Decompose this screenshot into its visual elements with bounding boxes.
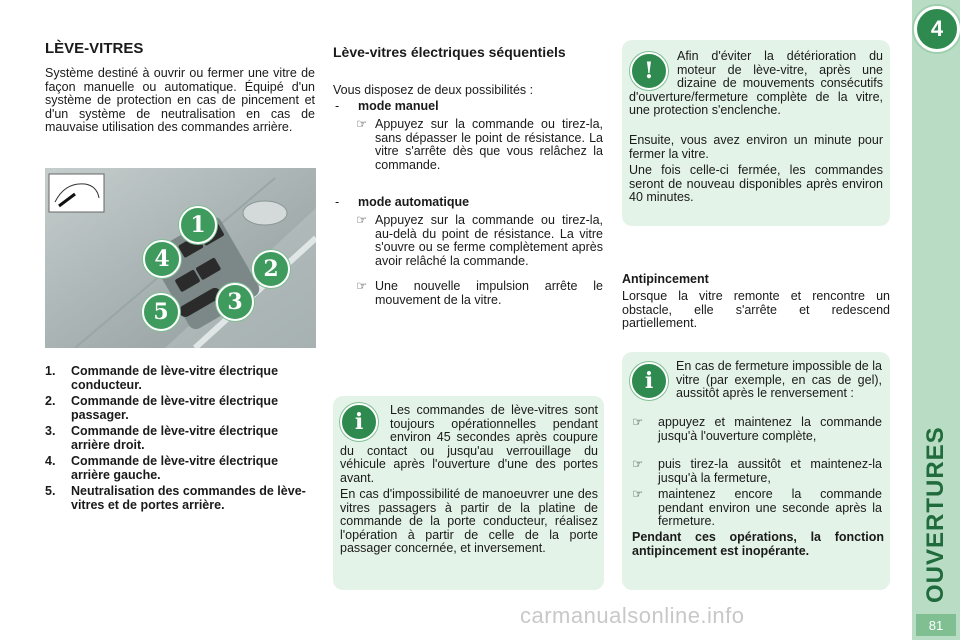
- hand-pointer-icon: ☞: [356, 279, 368, 293]
- antipincement-title: Antipincement: [622, 272, 709, 286]
- legend-number: 4.: [45, 454, 56, 468]
- legend-label: Commande de lève-vitre électrique arrière droit.: [71, 424, 279, 452]
- manual-mode-title: mode manuel: [358, 99, 439, 113]
- info-commands-p2: En cas d'impossibilité de manoeuvrer une des vitres passagers à partir de la platine de commande de la porte conducteur, réalisez l'opération à partir de celle de la porte passager concernée, et inversement.: [340, 487, 598, 555]
- warning-text-1: [629, 50, 883, 118]
- callout-5: 5: [142, 293, 180, 331]
- legend-number: 3.: [45, 424, 56, 438]
- intro-paragraph: Système destiné à ouvrir ou fermer une vitre de façon manuelle ou automatique. Équipé d'un système de protection en cas de pincement et d'un système de neutralisation en cas de mauvaise utilisation des commandes arrière.: [45, 66, 315, 134]
- manual-mode-text: Appuyez sur la commande ou tirez-la, sans dépasser le point de résistance. La vitre s'arrête dès que vous relâchez la commande.: [375, 117, 603, 172]
- info-icon: i: [340, 403, 378, 441]
- hand-pointer-icon: ☞: [632, 415, 644, 429]
- page-number: 81: [916, 614, 956, 636]
- door-controls-photo: [45, 168, 316, 348]
- legend-label: Commande de lève-vitre électrique arrière gauche.: [71, 454, 279, 482]
- legend-number: 5.: [45, 484, 56, 498]
- legend-label: Commande de lève-vitre électrique conducteur.: [71, 364, 279, 392]
- hand-pointer-icon: ☞: [356, 213, 368, 227]
- legend-number: 1.: [45, 364, 56, 378]
- callout-1: 1: [179, 206, 217, 244]
- warning-p2: Ensuite, vous avez environ un minute pour fermer la vitre.: [629, 133, 883, 161]
- info-anti-item-1: [632, 416, 884, 460]
- info-anti-b3: maintenez encore la commande pendant environ une seconde après la fermeture.: [658, 487, 882, 528]
- legend-list: [45, 364, 320, 524]
- auto-mode-item-2: [356, 280, 604, 310]
- warning-icon: !: [630, 52, 668, 90]
- legend-label: Neutralisation des commandes de lève-vitres et de portes arrière.: [71, 484, 306, 512]
- warning-p3: Une fois celle-ci fermée, les commandes seront de nouveau disponibles après environ 40 minutes.: [629, 163, 883, 204]
- legend-number: 2.: [45, 394, 56, 408]
- info-anti-intro: En cas de fermeture impossible de la vitre (par exemple, en cas de gel), aussitôt après le renversement :: [676, 359, 882, 400]
- info-anti-item-3: [632, 488, 884, 532]
- info-anti-bold: Pendant ces opérations, la fonction antipincement est inopérante.: [632, 530, 884, 558]
- icon-spacer: [629, 50, 677, 90]
- info-icon: i: [630, 362, 668, 400]
- dash-auto: -: [335, 195, 340, 209]
- info-anti-b1: appuyez et maintenez la commande jusqu'à l'ouverture complète,: [658, 415, 882, 443]
- callout-4: 4: [143, 240, 181, 278]
- possibilities-intro: Vous disposez de deux possibilités :: [333, 83, 534, 97]
- manual-mode-item: [356, 118, 604, 178]
- icon-spacer: [340, 404, 390, 444]
- dash-manual: -: [335, 99, 340, 113]
- hand-pointer-icon: ☞: [356, 117, 368, 131]
- chapter-number-badge: 4: [914, 6, 960, 52]
- sequential-title: Lève-vitres électriques séquentiels: [333, 44, 566, 60]
- section-title: LÈVE-VITRES: [45, 40, 144, 57]
- auto-mode-text-1: Appuyez sur la commande ou tirez-la, au-delà du point de résistance. La vitre s'ouvre ou se ferme complètement après avoir relâché la commande.: [375, 213, 603, 268]
- hand-pointer-icon: ☞: [632, 487, 644, 501]
- auto-mode-text-2: Une nouvelle impulsion arrête le mouvement de la vitre.: [375, 279, 603, 307]
- callout-2: 2: [252, 250, 290, 288]
- info-anti-b2: puis tirez-la aussitôt et maintenez-la jusqu'à la fermeture,: [658, 457, 882, 485]
- antipincement-text: Lorsque la vitre remonte et rencontre un obstacle, elle s'arrête et redescend partiellement.: [622, 289, 890, 330]
- auto-mode-item-1: [356, 214, 604, 284]
- info-commands-p1: Les commandes de lève-vitres sont toujours opérationnelles pendant environ 45 secondes après coupure du contact ou jusqu'au verrouillage du véhicule après l'ouverture d'une des portes avant.: [340, 403, 598, 485]
- legend-label: Commande de lève-vitre électrique passager.: [71, 394, 279, 422]
- info-commands-text-1: [340, 404, 598, 485]
- warning-p1: Afin d'éviter la détérioration du moteur de lève-vitre, après une dizaine de mouvements consécutifs d'ouverture/fermeture complète de la vitre, une protection s'enclenche.: [629, 49, 883, 117]
- chapter-title: OUVERTURES: [922, 426, 949, 604]
- hand-pointer-icon: ☞: [632, 457, 644, 471]
- watermark: carmanualsonline.info: [520, 603, 745, 628]
- auto-mode-title: mode automatique: [358, 195, 470, 209]
- callout-3: 3: [216, 283, 254, 321]
- info-anti-item-2: [632, 458, 884, 488]
